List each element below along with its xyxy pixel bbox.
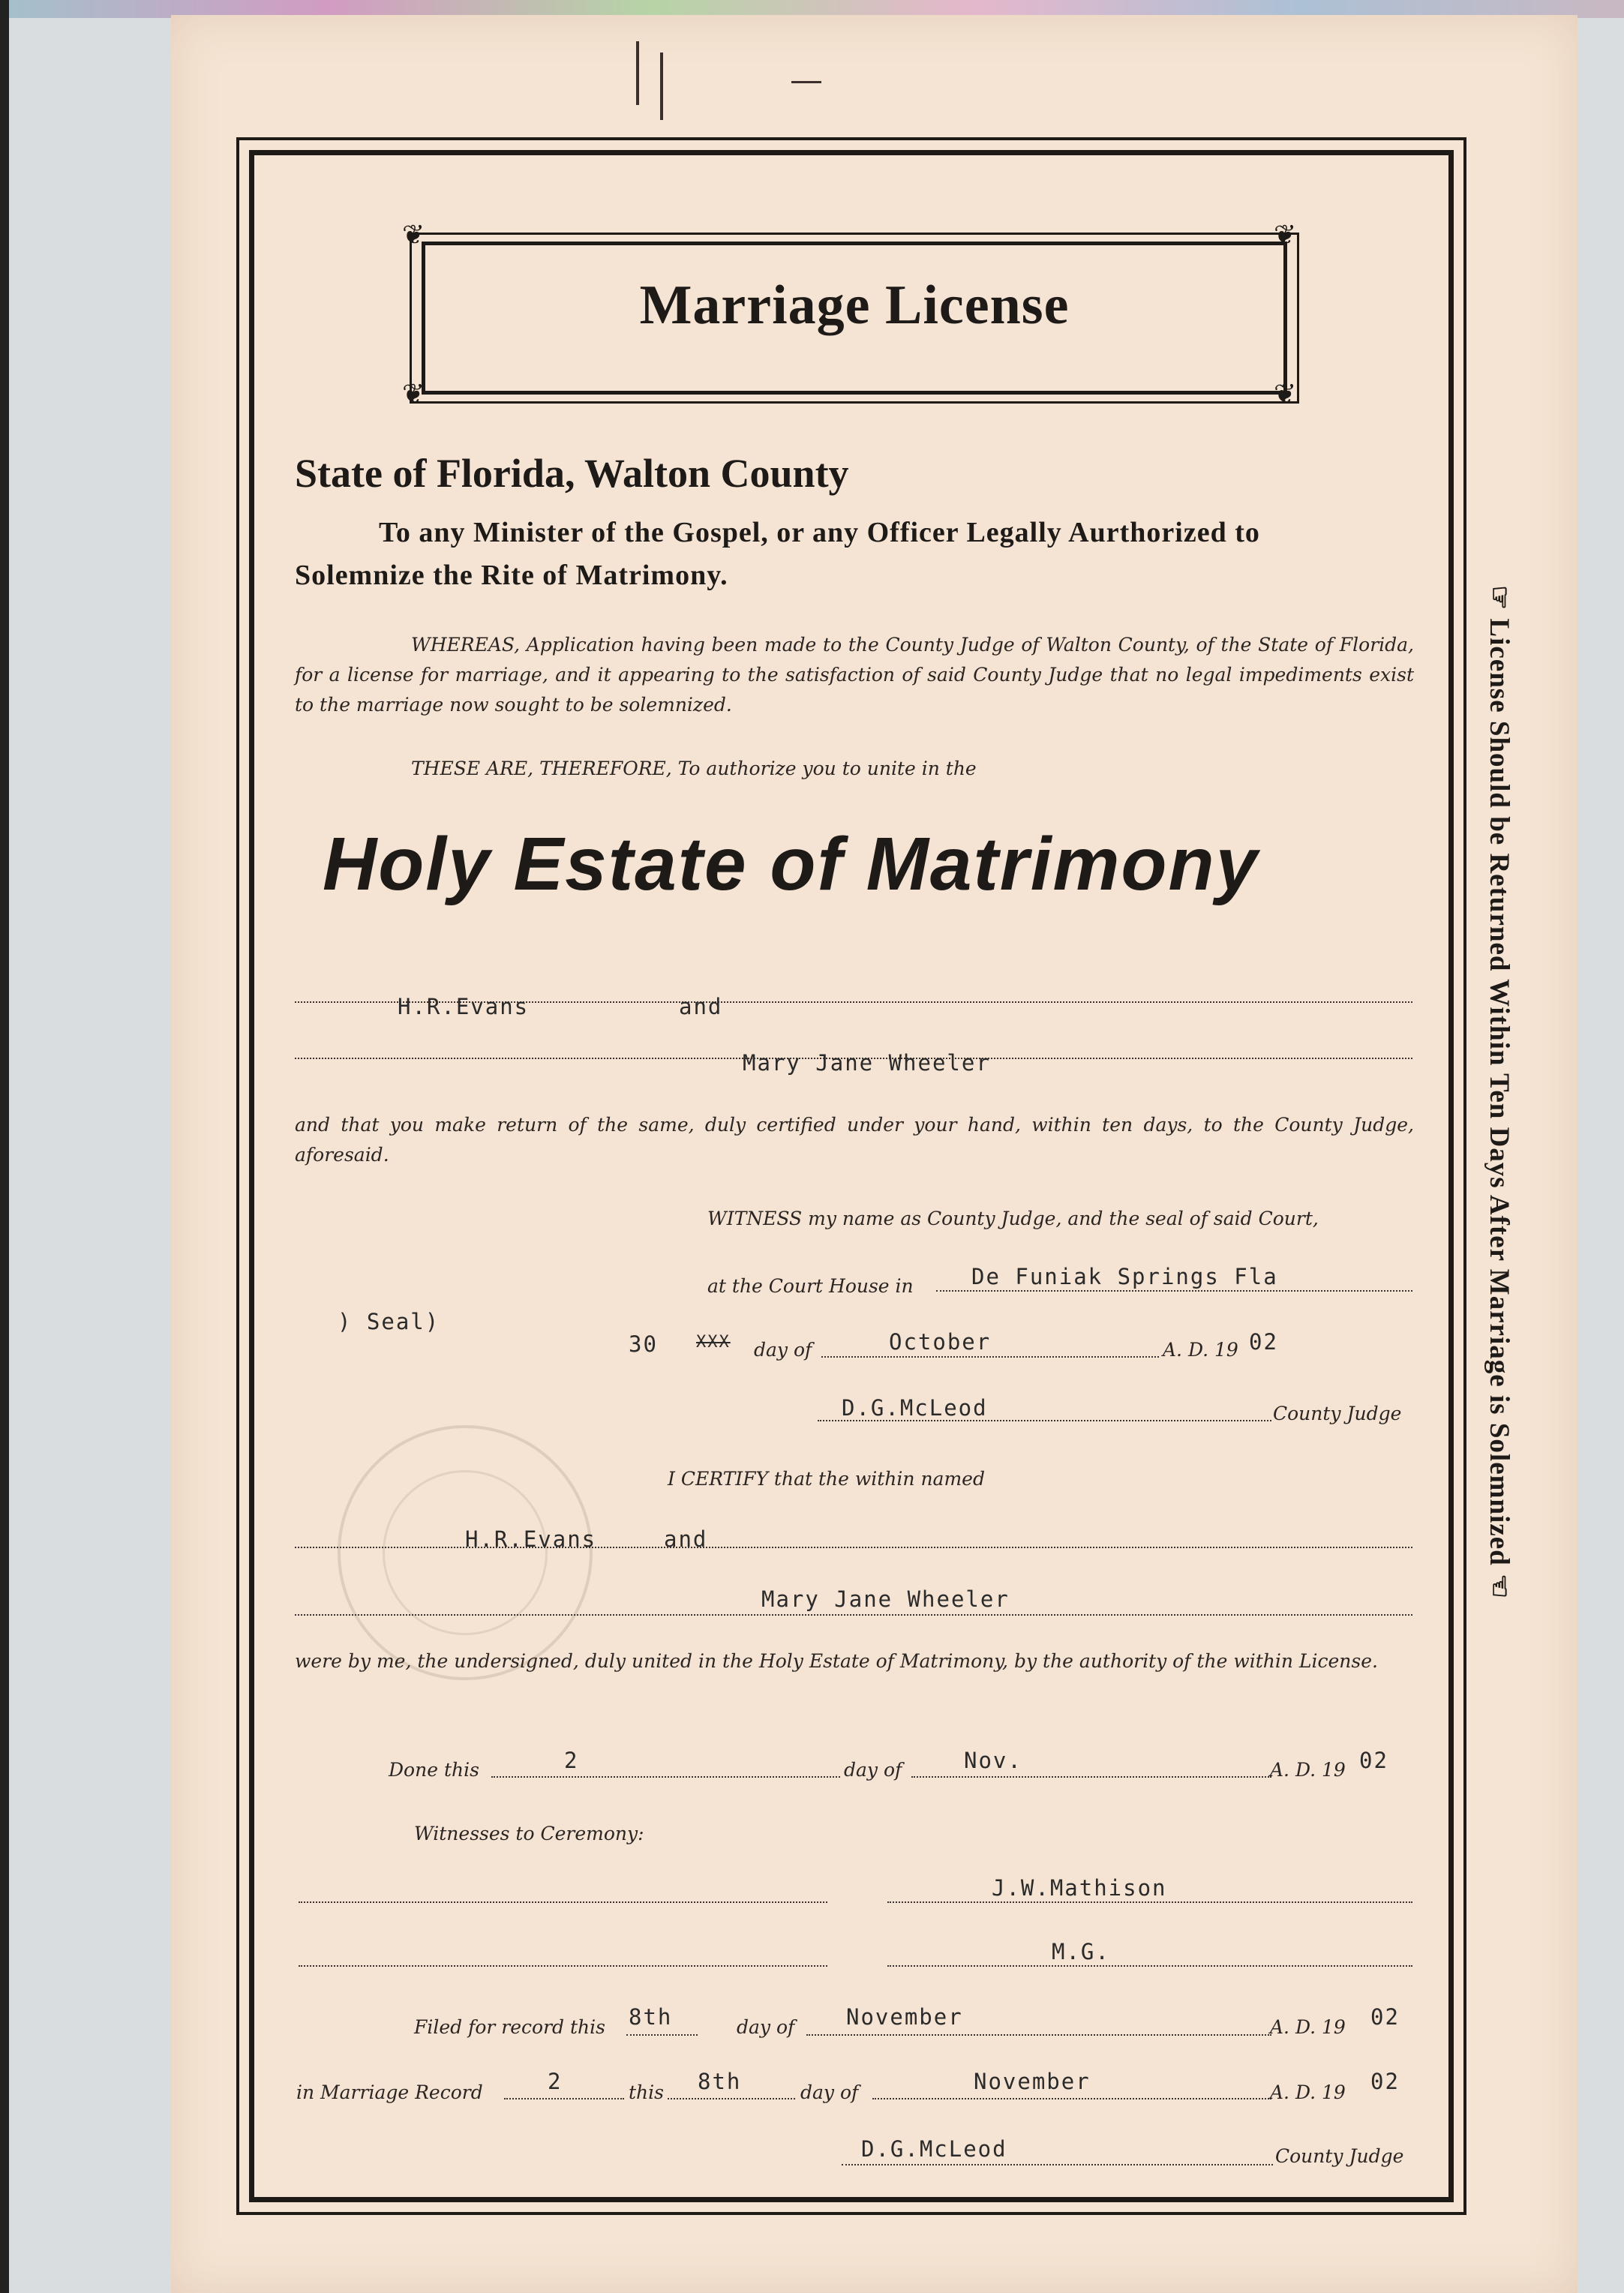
document-title: Marriage License	[639, 275, 1070, 336]
filed-label: Filed for record this	[414, 2016, 605, 2038]
done-day-of-label: day of	[844, 1759, 902, 1781]
officiant-line	[887, 1901, 1412, 1903]
address-line-1: To any Minister of the Gospel, or any Officer Legally Aurthorized to	[379, 517, 1260, 548]
done-day-line	[491, 1776, 840, 1778]
pencil-mark	[791, 81, 821, 83]
filed-month: November	[846, 2004, 963, 2030]
issue-ad-label: A. D. 19	[1163, 1339, 1238, 1361]
filed-year: 02	[1370, 2004, 1400, 2030]
address-line-2: Solemnize the Rite of Matrimony.	[295, 560, 728, 591]
certified-name-line-2	[295, 1614, 1412, 1616]
record-label: in Marriage Record	[296, 2081, 483, 2103]
return-paragraph: and that you make return of the same, duly certified under your hand, within ten days, to the County Judge, aforesaid.	[295, 1114, 1414, 1166]
issue-month-line	[821, 1356, 1159, 1358]
record-day-of-label: day of	[800, 2081, 859, 2103]
and-word: and	[679, 994, 723, 1019]
done-year: 02	[1359, 1748, 1388, 1773]
pencil-mark	[660, 53, 663, 120]
state-county-heading: State of Florida, Walton County	[295, 451, 849, 496]
groom-name: H.R.Evans	[398, 994, 530, 1019]
corner-ornament-icon: ❦	[402, 220, 425, 251]
record-ad-label: A. D. 19	[1270, 2081, 1346, 2103]
holy-estate-heading: Holy Estate of Matrimony	[323, 822, 1259, 906]
united-paragraph: were by me, the undersigned, duly united in the Holy Estate of Matrimony, by the authority of the within License.	[295, 1650, 1378, 1672]
pointing-hand-icon: ☞	[1484, 585, 1514, 611]
witness-text: WITNESS my name as County Judge, and the seal of said Court,	[707, 1208, 1319, 1229]
judge-name: D.G.McLeod	[842, 1395, 988, 1421]
day-of-label: day of	[754, 1339, 812, 1361]
record-number-line	[504, 2098, 624, 2099]
scan-border	[0, 0, 9, 2293]
officiant-name: J.W.Mathison	[992, 1875, 1167, 1901]
done-month-line	[911, 1776, 1271, 1778]
issue-month: October	[889, 1329, 992, 1355]
day-number: 30	[629, 1331, 658, 1357]
county-judge-label-2: County Judge	[1275, 2145, 1404, 2167]
filed-month-line	[806, 2034, 1271, 2036]
pointing-hand-icon: ☜	[1484, 1573, 1514, 1600]
witness-line-1	[299, 1901, 827, 1903]
filed-day-line	[626, 2034, 698, 2036]
done-day: 2	[564, 1748, 579, 1773]
done-ad-label: A. D. 19	[1270, 1759, 1346, 1781]
whereas-paragraph	[295, 630, 1414, 720]
corner-ornament-icon: ❦	[402, 379, 425, 410]
judge-name-2: D.G.McLeod	[861, 2136, 1007, 2162]
and-word-2: and	[664, 1526, 708, 1552]
judge-signature-line-2	[842, 2164, 1273, 2165]
side-note-text: License Should be Returned Within Ten Days After Marriage is Solemnized	[1484, 618, 1514, 1566]
officiant-title: M.G.	[1052, 1939, 1110, 1964]
record-number: 2	[548, 2069, 563, 2094]
side-note	[1483, 585, 1516, 2235]
record-month: November	[974, 2069, 1091, 2094]
record-day-line	[668, 2098, 795, 2099]
filed-day-of-label: day of	[737, 2016, 795, 2038]
this-label: this	[629, 2081, 664, 2103]
whereas-text: WHEREAS, Application having been made to the County Judge of Walton County, of the State of Florida, for a license for marriage, and it appearing to the satisfaction of said County Judge that no legal impediments exist to the marriage now sought to be solemnized.	[295, 634, 1414, 716]
bride-name-2: Mary Jane Wheeler	[761, 1586, 1010, 1612]
officiant-title-line	[887, 1965, 1412, 1967]
struck-ordinal: XXX	[696, 1333, 731, 1352]
county-judge-label: County Judge	[1273, 1403, 1402, 1424]
witnesses-label: Witnesses to Ceremony:	[414, 1823, 644, 1844]
certify-text: I CERTIFY that the within named	[668, 1468, 985, 1490]
corner-ornament-icon: ❦	[1274, 220, 1297, 251]
court-house-label: at the Court House in	[707, 1275, 914, 1297]
issue-year: 02	[1249, 1329, 1278, 1355]
pencil-mark	[636, 41, 639, 105]
seal-label: ) Seal)	[338, 1309, 440, 1334]
record-month-line	[872, 2098, 1271, 2099]
corner-ornament-icon: ❦	[1274, 379, 1297, 410]
done-this-label: Done this	[389, 1759, 479, 1781]
certified-name-line-1	[295, 1547, 1412, 1548]
done-month: Nov.	[964, 1748, 1022, 1773]
filed-day: 8th	[629, 2004, 673, 2030]
record-year: 02	[1370, 2069, 1400, 2094]
witness-line-2	[299, 1965, 827, 1967]
bride-name: Mary Jane Wheeler	[743, 1050, 991, 1076]
court-house-line	[936, 1290, 1412, 1292]
record-day: 8th	[698, 2069, 742, 2094]
court-house-value: De Funiak Springs Fla	[971, 1264, 1278, 1289]
groom-name-2: H.R.Evans	[465, 1526, 597, 1552]
filed-ad-label: A. D. 19	[1270, 2016, 1346, 2038]
these-are-text: THESE ARE, THEREFORE, To authorize you to unite in the	[411, 758, 977, 779]
embossed-seal-inner	[383, 1470, 548, 1635]
